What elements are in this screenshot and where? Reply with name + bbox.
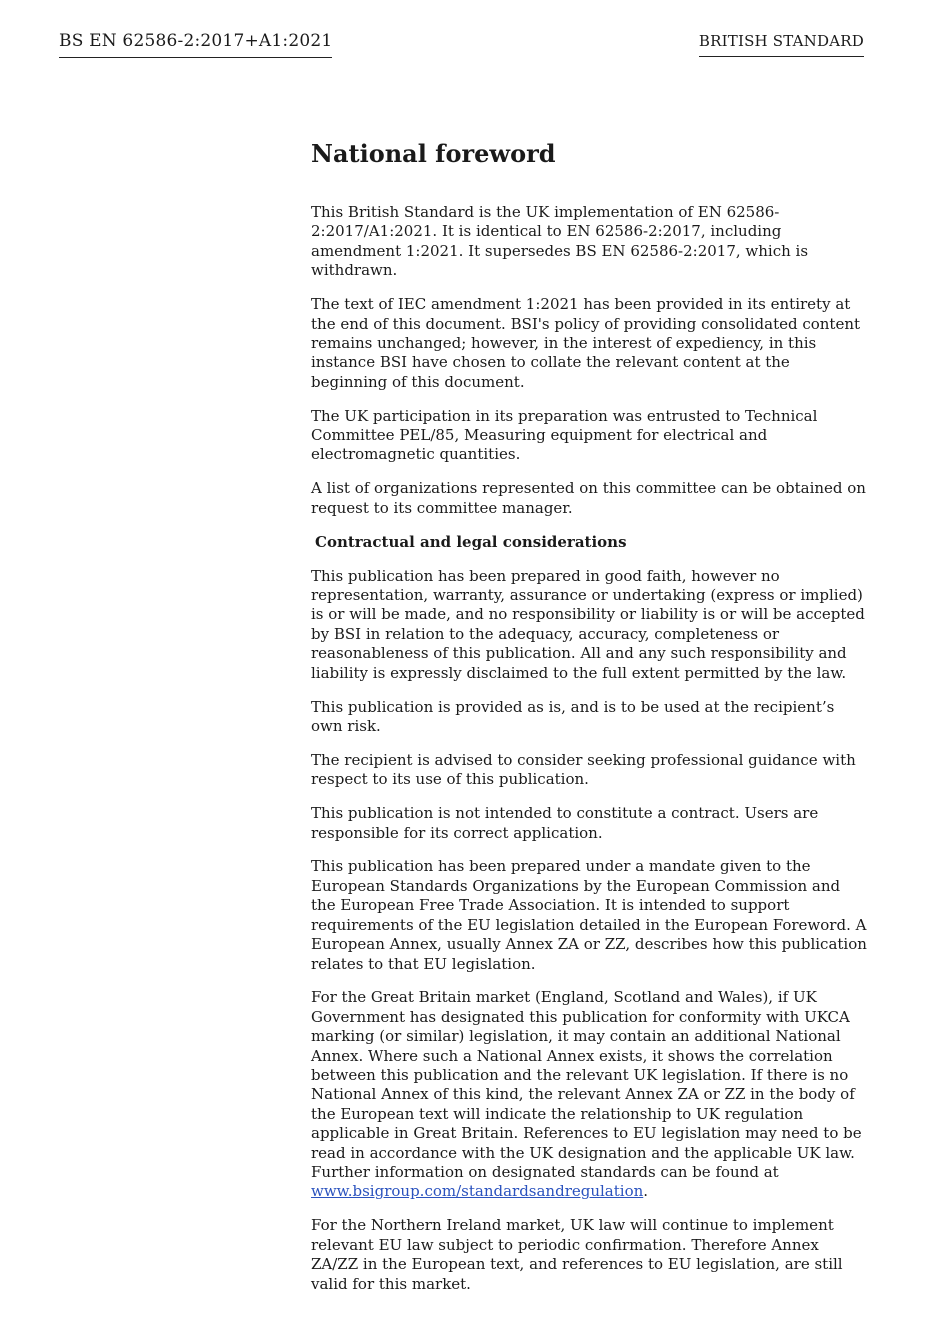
document-id: BS EN 62586-2:2017+A1:2021 bbox=[59, 31, 332, 58]
paragraph-northern-ireland: For the Northern Ireland market, UK law will continue to implement relevant EU law subject to periodic confirmation. Therefore Annex ZA/ZZ in the European text, and references to EU legislation, are still valid for this market. bbox=[311, 1216, 843, 1293]
foreword-body bbox=[311, 139, 867, 1309]
paragraph-organizations: A list of organizations represented on this committee can be obtained on request to its committee manager. bbox=[311, 479, 866, 517]
paragraph-amendment: The text of IEC amendment 1:2021 has been provided in its entirety at the end of this document. BSI's policy of providing consolidated content remains unchanged; however, in the interest of expediency, in this instance BSI have chosen to collate the relevant content at the beginning of this document. bbox=[311, 295, 861, 391]
paragraph-great-britain bbox=[311, 988, 867, 1201]
paragraph-contract: This publication is not intended to constitute a contract. Users are responsible for its correct application. bbox=[311, 804, 819, 842]
paragraph-great-britain-end: . bbox=[643, 1182, 649, 1201]
paragraph-good-faith: This publication has been prepared in good faith, however no representation, warranty, assurance or undertaking (express or implied) is or will be made, and no responsibility or liability is or will be accepted by BSI in relation to the adequacy, accuracy, completeness or reasonableness of this publication. All and any such responsibility and liability is expressly disclaimed to the full extent permitted by the law. bbox=[311, 566, 865, 682]
paragraph-own-risk: This publication is provided as is, and is to be used at the recipient’s own risk. bbox=[311, 697, 835, 735]
paragraph-guidance: The recipient is advised to consider seeking professional guidance with respect to its use of this publication. bbox=[311, 750, 856, 789]
section-heading-contractual: Contractual and legal considerations bbox=[315, 532, 627, 551]
standards-regulation-link[interactable]: www.bsigroup.com/standardsandregulation bbox=[311, 1182, 644, 1201]
document-category: BRITISH STANDARD bbox=[699, 32, 864, 57]
paragraph-mandate: This publication has been prepared under a mandate given to the European Standards Organizations by the European Commission and the European Free Trade Association. It is intended to support requirements of the EU legislation detailed in the European Foreword. A European Annex, usually Annex ZA or ZZ, describes how this publication relates to that EU legislation. bbox=[311, 857, 867, 973]
paragraph-implementation: This British Standard is the UK implementation of EN 62586-2:2017/A1:2021. It is identical to EN 62586-2:2017, including amendment 1:2021. It supersedes BS EN 62586-2:2017, which is withdrawn. bbox=[311, 203, 809, 280]
page-title: National foreword bbox=[311, 139, 556, 168]
paragraph-great-britain-text: For the Great Britain market (England, Scotland and Wales), if UK Government has designated this publication for conformity with UKCA marking (or similar) legislation, it may contain an additional National Annex. Where such a National Annex exists, it shows the correlation between this publication and the relevant UK legislation. If there is no National Annex of this kind, the relevant Annex ZA or ZZ in the body of the European text will indicate the relationship to UK regulation applicable in Great Britain. References to EU legislation may need to be read in accordance with the UK designation and the applicable UK law. Further information on designated standards can be found at bbox=[311, 988, 862, 1182]
paragraph-committee: The UK participation in its preparation was entrusted to Technical Committee PEL/85, Measuring equipment for electrical and electromagnetic quantities. bbox=[311, 406, 818, 464]
